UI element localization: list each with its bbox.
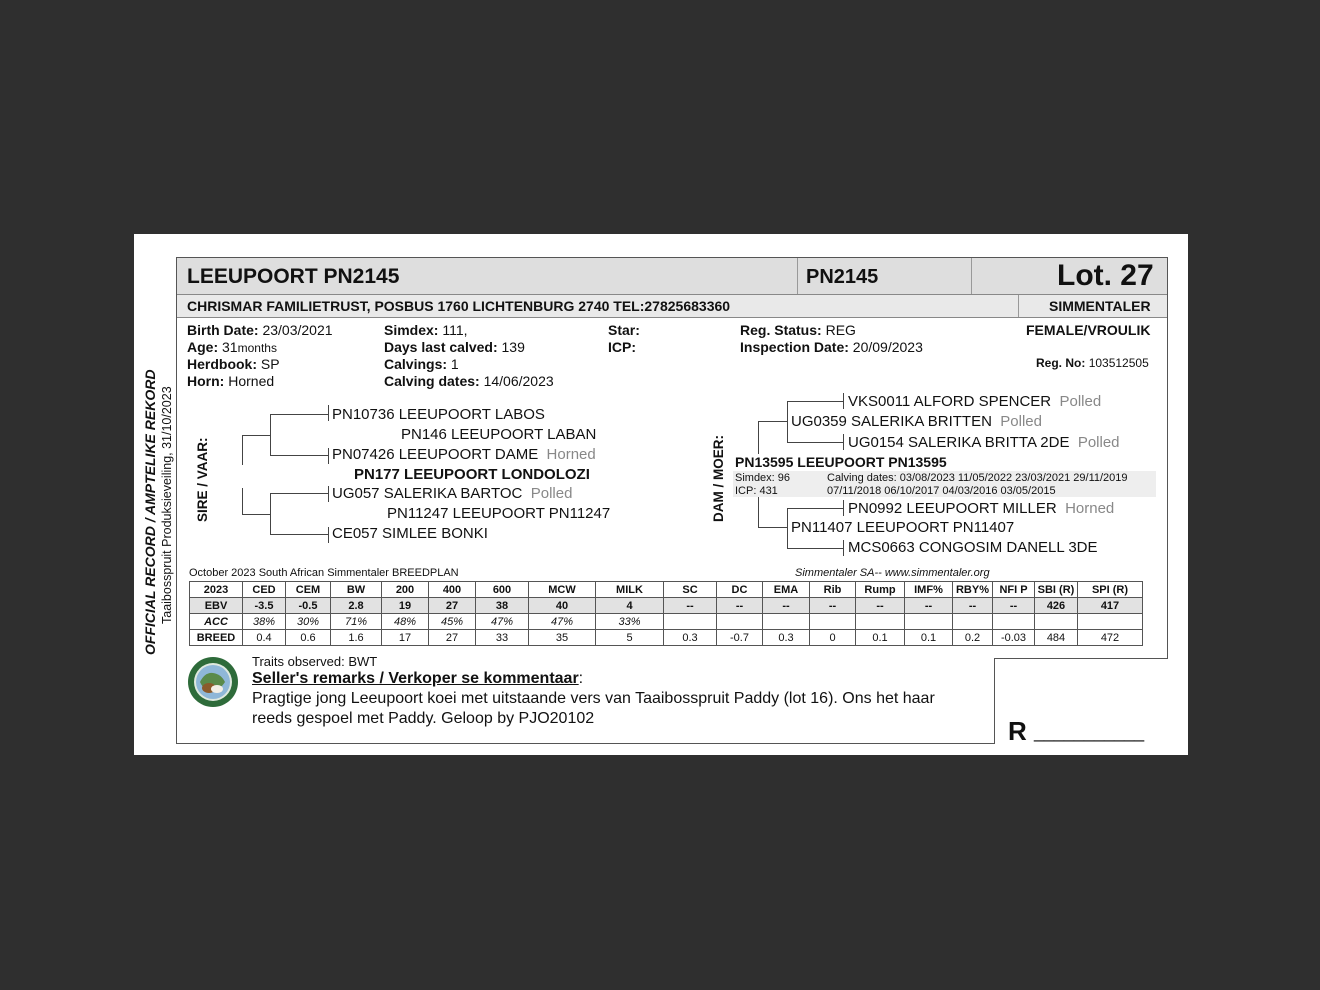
pedigree-line xyxy=(843,500,844,516)
breed-cell: 0.1 xyxy=(856,630,905,646)
acc-cell xyxy=(810,614,856,630)
ebv-cell: -- xyxy=(717,598,763,614)
divider xyxy=(797,258,798,294)
inspection-date: Inspection Date: 20/09/2023 xyxy=(740,339,923,355)
ebv-cell: 417 xyxy=(1078,598,1143,614)
ebv-cell: 426 xyxy=(1035,598,1078,614)
breed-cell: -0.7 xyxy=(717,630,763,646)
acc-cell xyxy=(856,614,905,630)
breed-cell: 1.6 xyxy=(331,630,382,646)
pedigree-line xyxy=(787,401,843,402)
acc-cell xyxy=(953,614,993,630)
ebv-cell: EBV xyxy=(190,598,243,614)
pedigree-line xyxy=(270,414,271,455)
calving-dates: Calving dates: 14/06/2023 xyxy=(384,373,554,389)
ebv-cell: -0.5 xyxy=(286,598,331,614)
sire-sire-dam: PN07426 LEEUPOORT DAME Horned xyxy=(332,446,596,463)
pedigree-line xyxy=(270,493,328,494)
pedigree-line xyxy=(843,540,844,556)
acc-cell xyxy=(905,614,953,630)
pedigree-line xyxy=(758,421,759,454)
breed-cell: 472 xyxy=(1078,630,1143,646)
ebv-cell: -3.5 xyxy=(243,598,286,614)
breed-cell: 17 xyxy=(382,630,429,646)
sire-sire-sire: PN10736 LEEUPOORT LABOS xyxy=(332,406,545,423)
breed-cell: 0.4 xyxy=(243,630,286,646)
breedplan-title: October 2023 South African Simmentaler BREEDPLAN xyxy=(189,567,459,579)
ebv-cell: 19 xyxy=(382,598,429,614)
dam-dam-dam: MCS0663 CONGOSIM DANELL 3DE xyxy=(848,539,1098,556)
acc-cell: 71% xyxy=(331,614,382,630)
dam-calving-dates-2: 07/11/2018 06/10/2017 04/03/2016 03/05/2015 xyxy=(827,485,1056,497)
pedigree-line xyxy=(787,442,843,443)
acc-cell xyxy=(1078,614,1143,630)
dam-sire-dam: UG0154 SALERIKA BRITTA 2DE Polled xyxy=(848,434,1120,451)
icp-label: ICP: xyxy=(608,339,636,355)
traits-observed: Traits observed: BWT xyxy=(252,654,378,669)
acc-cell: ACC xyxy=(190,614,243,630)
pedigree-line xyxy=(242,435,243,465)
acc-cell: 30% xyxy=(286,614,331,630)
registration-number: Reg. No: 103512505 xyxy=(1036,356,1149,370)
pedigree-line xyxy=(270,534,328,535)
pedigree-line xyxy=(242,514,270,515)
dam-sire: UG0359 SALERIKA BRITTEN Polled xyxy=(791,413,1042,430)
breedplan-table xyxy=(189,581,1143,646)
breed-cell: 5 xyxy=(596,630,664,646)
pedigree-line xyxy=(787,401,788,442)
ebv-cell: 4 xyxy=(596,598,664,614)
header-cell: 600 xyxy=(476,582,529,598)
star-label: Star: xyxy=(608,322,640,338)
dam-simdex: Simdex: 96 xyxy=(735,472,791,484)
breed-cell: 0.1 xyxy=(905,630,953,646)
acc-cell: 47% xyxy=(529,614,596,630)
header-cell: SC xyxy=(664,582,717,598)
ebv-cell: -- xyxy=(810,598,856,614)
pedigree-line xyxy=(787,508,843,509)
official-record-label: OFFICIAL RECORD / AMPTELIKE REKORD xyxy=(142,369,158,655)
header-cell: Rib xyxy=(810,582,856,598)
breed-cell: 27 xyxy=(429,630,476,646)
pedigree-line xyxy=(328,405,329,421)
header-cell: IMF% xyxy=(905,582,953,598)
header-cell: MCW xyxy=(529,582,596,598)
animal-id: PN2145 xyxy=(806,266,879,288)
acc-cell: 33% xyxy=(596,614,664,630)
header-cell: 200 xyxy=(382,582,429,598)
pedigree-line xyxy=(328,527,329,543)
breed-cell: 35 xyxy=(529,630,596,646)
dam-dam: PN11407 LEEUPOORT PN11407 xyxy=(791,519,1015,536)
pedigree-line xyxy=(270,493,271,534)
sale-name-label: Taaibosspruit Produksieveiling, 31/10/2023 xyxy=(160,386,174,624)
ebv-cell: 2.8 xyxy=(331,598,382,614)
ebv-cell: 40 xyxy=(529,598,596,614)
table-header-row xyxy=(190,582,1143,598)
sex-label: FEMALE/VROULIK xyxy=(1026,322,1151,338)
sire-sire: PN146 LEEUPOORT LABAN xyxy=(401,426,597,443)
table-row-ebv xyxy=(190,598,1143,614)
sire-name: PN177 LEEUPOORT LONDOLOZI xyxy=(354,466,590,483)
table-row-breed xyxy=(190,630,1143,646)
divider xyxy=(1018,295,1019,317)
header-cell: CEM xyxy=(286,582,331,598)
reg-status: Reg. Status: REG xyxy=(740,322,856,338)
owner-info: CHRISMAR FAMILIETRUST, POSBUS 1760 LICHTENBURG 2740 TEL:27825683360 xyxy=(187,298,731,314)
header-cell: SBI (R) xyxy=(1035,582,1078,598)
acc-cell: 38% xyxy=(243,614,286,630)
acc-cell: 48% xyxy=(382,614,429,630)
pedigree-line xyxy=(758,527,787,528)
breed-cell: 484 xyxy=(1035,630,1078,646)
sire-dam-dam: CE057 SIMLEE BONKI xyxy=(332,525,488,542)
table-row-acc xyxy=(190,614,1143,630)
dam-calving-dates-1: Calving dates: 03/08/2023 11/05/2022 23/03/2021 29/11/2019 xyxy=(827,472,1128,484)
pedigree-line xyxy=(270,414,328,415)
breed-cell: 0.6 xyxy=(286,630,331,646)
pedigree-line xyxy=(328,448,329,464)
remarks-line-1: Pragtige jong Leeupoort koei met uitstaande vers van Taaibosspruit Paddy (lot 16). Ons het haar xyxy=(252,690,935,707)
breed-cell: 0.3 xyxy=(664,630,717,646)
age: Age: 31months xyxy=(187,339,277,355)
dam-name: PN13595 LEEUPOORT PN13595 xyxy=(735,454,947,470)
acc-cell xyxy=(763,614,810,630)
header-cell: CED xyxy=(243,582,286,598)
header-cell: DC xyxy=(717,582,763,598)
pedigree-line xyxy=(328,486,329,502)
acc-cell xyxy=(664,614,717,630)
pedigree-line xyxy=(843,434,844,450)
animal-name: LEEUPOORT PN2145 xyxy=(187,265,400,288)
pedigree-line xyxy=(758,421,787,422)
breed-cell: -0.03 xyxy=(993,630,1035,646)
acc-cell: 47% xyxy=(476,614,529,630)
acc-cell: 45% xyxy=(429,614,476,630)
breed-cell: 0.3 xyxy=(763,630,810,646)
simdex: Simdex: 111, xyxy=(384,322,468,338)
ebv-cell: -- xyxy=(953,598,993,614)
remarks-heading: Seller's remarks / Verkoper se kommentaar: xyxy=(252,670,584,687)
ebv-cell: -- xyxy=(763,598,810,614)
header-cell: NFI P xyxy=(993,582,1035,598)
pedigree-line xyxy=(843,393,844,409)
header-cell: SPI (R) xyxy=(1078,582,1143,598)
ebv-cell: -- xyxy=(664,598,717,614)
herdbook: Herdbook: SP xyxy=(187,356,280,372)
pedigree-line xyxy=(787,548,843,549)
ebv-cell: 38 xyxy=(476,598,529,614)
price-currency: R xyxy=(1008,716,1027,746)
acc-cell xyxy=(993,614,1035,630)
horn-status: Horn: Horned xyxy=(187,373,275,389)
dam-dam-sire: PN0992 LEEUPOORT MILLER Horned xyxy=(848,500,1115,517)
lot-number: Lot. 27 xyxy=(1057,259,1154,292)
header-cell: EMA xyxy=(763,582,810,598)
breed-cell: 0.2 xyxy=(953,630,993,646)
birth-date: Birth Date: 23/03/2021 xyxy=(187,322,333,338)
acc-cell xyxy=(717,614,763,630)
breed-cell: 33 xyxy=(476,630,529,646)
header-cell: 2023 xyxy=(190,582,243,598)
sire-label: SIRE / VAAR: xyxy=(195,437,210,522)
pedigree-line xyxy=(270,455,328,456)
days-last-calved: Days last calved: 139 xyxy=(384,339,525,355)
dam-label: DAM / MOER: xyxy=(711,435,726,522)
price-blank[interactable]: ___________ xyxy=(1034,722,1145,742)
breedplan-site: Simmentaler SA-- www.simmentaler.org xyxy=(795,567,990,579)
breed-cell: 0 xyxy=(810,630,856,646)
simmentaler-sa-logo xyxy=(187,656,239,708)
breed-cell: BREED xyxy=(190,630,243,646)
sire-dam: PN11247 LEEUPOORT PN11247 xyxy=(387,505,611,522)
breed-label: SIMMENTALER xyxy=(1049,298,1151,314)
ebv-cell: -- xyxy=(993,598,1035,614)
dam-icp: ICP: 431 xyxy=(735,485,778,497)
divider xyxy=(971,258,972,294)
ebv-cell: 27 xyxy=(429,598,476,614)
header-cell: BW xyxy=(331,582,382,598)
header-cell: Rump xyxy=(856,582,905,598)
header-cell: RBY% xyxy=(953,582,993,598)
ebv-cell: -- xyxy=(905,598,953,614)
pedigree-line xyxy=(242,435,270,436)
remarks-line-2: reeds gespoel met Paddy. Geloop by PJO20102 xyxy=(252,710,595,727)
header-cell: 400 xyxy=(429,582,476,598)
pedigree-line xyxy=(758,497,759,527)
calvings: Calvings: 1 xyxy=(384,356,459,372)
pedigree-line xyxy=(787,508,788,548)
sire-dam-sire: UG057 SALERIKA BARTOC Polled xyxy=(332,485,573,502)
pedigree-line xyxy=(242,488,243,514)
acc-cell xyxy=(1035,614,1078,630)
ebv-cell: -- xyxy=(856,598,905,614)
dam-sire-sire: VKS0011 ALFORD SPENCER Polled xyxy=(848,393,1102,410)
header-cell: MILK xyxy=(596,582,664,598)
